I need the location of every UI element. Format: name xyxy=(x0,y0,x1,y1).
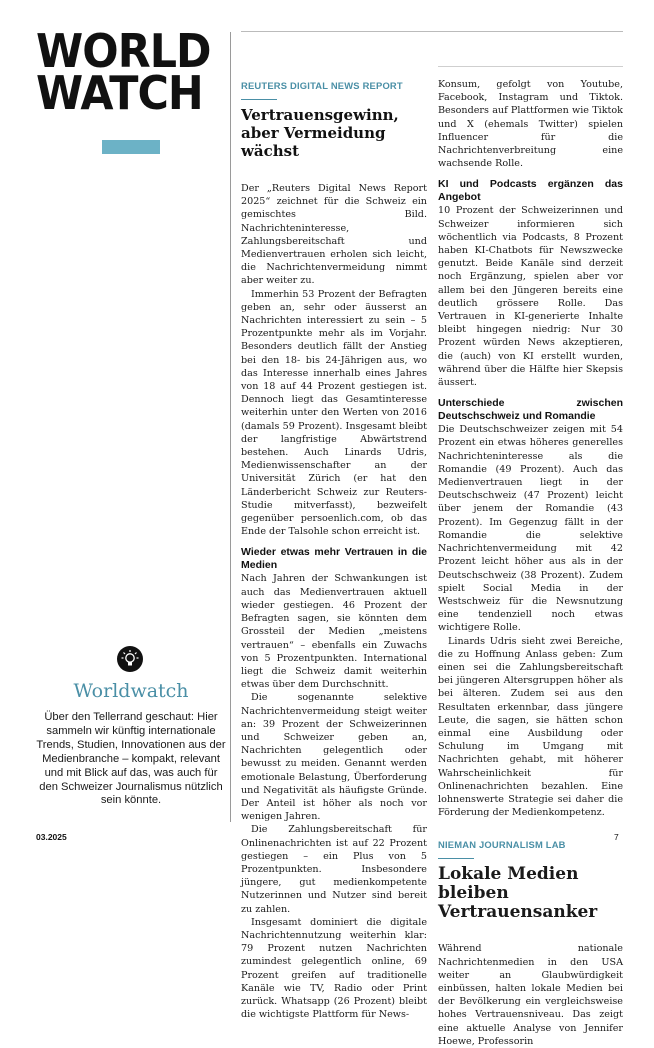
article-kicker: REUTERS DIGITAL NEWS REPORT xyxy=(241,80,403,91)
paragraph: Konsum, gefolgt von Youtube, Facebook, Instagram und Tiktok. Besonders auf Plattformen wie Tiktok und X (ehemals Twitter) spielen Influencer für die Nachrichtenverbreitung eine wachsende Rolle. xyxy=(438,79,623,170)
section-title: Worldwatch xyxy=(73,680,189,702)
page-number: 7 xyxy=(614,832,619,842)
article-kicker: NIEMAN JOURNALISM LAB xyxy=(438,839,566,851)
subheading: Wieder etwas mehr Vertrauen in die Medien xyxy=(241,546,427,572)
paragraph: 10 Prozent der Schweizerinnen und Schweizer informieren sich wöchentlich via Podcasts, 8 Prozent haben KI-Chatbots für Newszwecke genutzt. Beide Kanäle sind derzeit noch Ergänzung, spielen aber vor allem bei den Jüngeren bereits eine deutlich grössere Rolle. Das Vertrauen in KI-generierte Inhalte bleibt hingegen niedrig: Nur 30 Prozent würden News akzeptieren, die (auch) von KI erstellt wurden, während über die Hälfte hier Skepsis äussert. xyxy=(438,205,623,389)
kicker-rule xyxy=(241,99,277,100)
masthead-line-1: WORLD xyxy=(36,24,211,78)
paragraph: Während nationale Nachrichtenmedien in den USA weiter an Glaubwürdigkeit einbüssen, halten lokale Medien bei der Bevölkerung ein vergleichsweise hohes Vertrauensniveau. Das zeigt eine aktuelle Analyse von Jennifer Hoewe, Professorin xyxy=(438,943,623,1047)
masthead xyxy=(36,24,213,120)
lightbulb-icon xyxy=(117,646,143,672)
kicker-rule xyxy=(438,858,474,859)
section-description: Über den Tellerrand geschaut: Hier sammeln wir künftig internationale Trends, Studien, Innovationen aus der Medienbranche – kompakt, relevant und mit Blick auf das, was auch für den Schweizer Journalismus nützlich sein könnte. xyxy=(36,711,226,807)
paragraph: Der „Reuters Digital News Report 2025“ zeichnet für die Schweiz ein gemischtes Bild. Nachrichteninteresse, Zahlungsbereitschaft und Medienvertrauen erholen sich leicht, die Nachrichtenvermeidung nimmt aber weiter zu. xyxy=(241,183,427,287)
article-body xyxy=(438,942,623,1048)
paragraph: Nach Jahren der Schwankungen ist auch das Medienvertrauen aktuell wieder gestiegen. 46 Prozent der Befragten sagen, sie könnten dem Grossteil der Medien „meistens vertrauen“ – ebenfalls ein Zuwachs von 5 Prozentpunkten. International liegt die Schweiz damit weiterhin etwas über dem Durchschnitt. xyxy=(241,573,427,691)
paragraph: Die Deutschschweizer zeigen mit 54 Prozent ein etwas höheres generelles Nachrichteninteresse als die Romandie (49 Prozent). Auch das Medienvertrauen liegt in der Deutschschweiz (47 Prozent) leicht über jenem der Romandie (43 Prozent). Im Gegenzug fällt in der Romandie die selektive Nachrichtenvermeidung mit 42 Prozent leicht höher aus als in der Deutschschweiz (38 Prozent). Zudem spielt Social Media in der Westschweiz für die Newsnutzung eine tendenziell noch etwas wichtigere Rolle. xyxy=(438,424,623,634)
article-body xyxy=(241,182,427,1021)
top-rule xyxy=(241,31,623,32)
column-divider xyxy=(230,32,231,822)
sidebar xyxy=(36,24,226,830)
paragraph: Insgesamt dominiert die digitale Nachrichtennutzung weiterhin klar: 79 Prozent nutzen Nachrichten zumindest gelegentlich online, 69 Prozent greifen auf traditionelle Kanäle wie TV, Radio oder Print zurück. Whatsapp (26 Prozent) bleibt die wichtigste Plattform für News- xyxy=(241,916,427,1021)
paragraph: Linards Udris sieht zwei Bereiche, die zu Hoffnung Anlass geben: Zum einen sei die Zahlungsbereitschaft bei jüngeren Altersgruppen höher als bei älteren. Zudem sei aus den Resultaten erkennbar, dass jüngere Leute, die sagen, sie hätten schon einmal eine Ausbildung oder Schulung im Umgang mit Nachrichten gehabt, mit höherer Wahrscheinlichkeit für Onlinenachrichten bezahlen. Eine lohnenswerte Strategie sei daher die Förderung der Medienkompetenz. xyxy=(438,635,623,819)
paragraph: Die sogenannte selektive Nachrichtenvermeidung steigt weiter an: 39 Prozent der Schweizerinnen und Schweizer geben an, Nachrichten gelegentlich oder bewusst zu meiden. Genannt werden emotionale Belastung, Überforderung und Negativität als häufigste Gründe. Der Anteil ist höher als noch vor wenigen Jahren. xyxy=(241,692,427,823)
article-headline: Vertrauensgewinn, aber Vermeidung wächst xyxy=(241,106,399,160)
top-rule-right xyxy=(438,66,623,67)
article-body-continued xyxy=(438,78,623,819)
subheading: Unterschiede zwischen Deutschschweiz und Romandie xyxy=(438,397,623,423)
article-headline: Lokale Medien bleiben Vertrauensanker xyxy=(438,864,598,923)
subheading: KI und Podcasts ergänzen das Angebot xyxy=(438,178,623,204)
paragraph: Die Zahlungsbereitschaft für Onlinenachrichten ist auf 22 Prozent gestiegen – ein Plus von 5 Prozentpunkten. Insbesondere jüngere, gut medienkompetente Nutzerinnen und Nutzer sind bereit zu zahlen. xyxy=(241,824,427,915)
issue-date: 03.2025 xyxy=(36,832,67,842)
paragraph: Immerhin 53 Prozent der Befragten geben an, sehr oder äusserst an Nachrichten interessiert zu sein – 5 Prozentpunkte mehr als im Vorjahr. Besonders deutlich fällt der Anstieg bei den 18- bis 24-Jährigen aus, wo das Interesse innerhalb eines Jahres von 18 auf 44 Prozent gestiegen ist. Dennoch liegt das Gesamtinteresse weiterhin unter den Werten von 2016 (damals 59 Prozent). Insgesamt bleibt der langfristige Abwärtstrend bestehen. Auch Linards Udris, Medienwissenschafter an der Universität Zürich (er hat den Länderbericht Schweiz zur Reuters-Studie mitverfasst), bezweifelt gegenüber persoenlich.com, ob das Ende der Talsohle schon erreicht ist. xyxy=(241,288,427,538)
article-column-1 xyxy=(241,80,427,1021)
masthead-line-2: WATCH xyxy=(36,66,203,120)
accent-bar xyxy=(102,140,160,154)
article-column-2 xyxy=(438,78,623,1048)
